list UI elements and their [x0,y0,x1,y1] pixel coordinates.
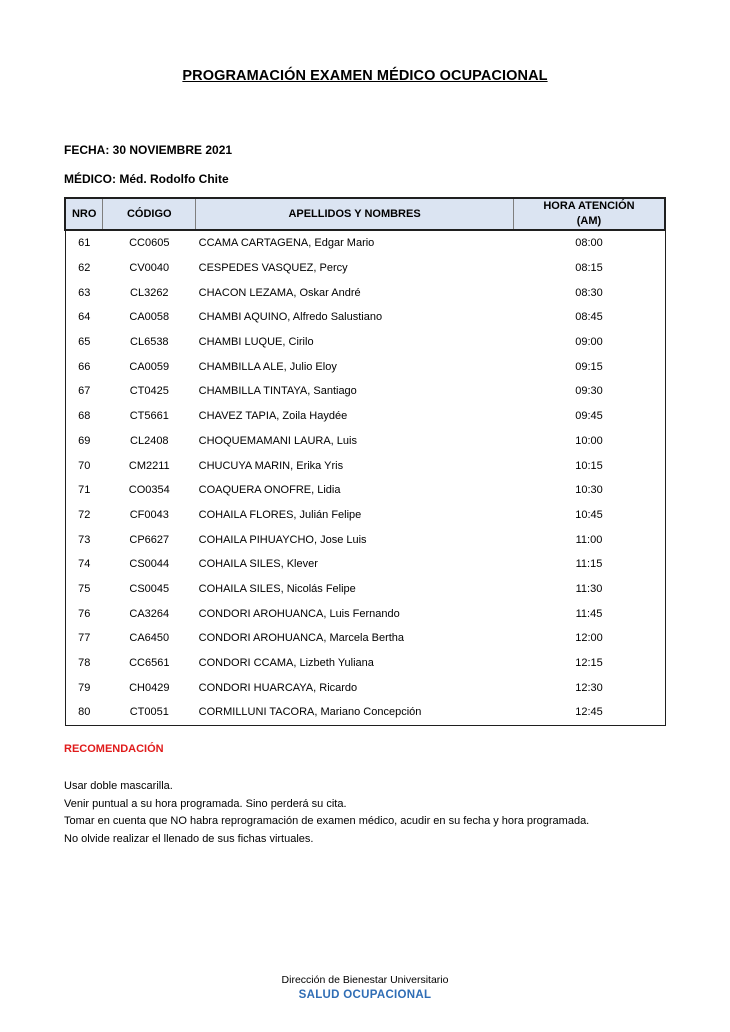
cell-nro: 69 [78,434,91,447]
cell-nombre: CHAMBI AQUINO, Alfredo Salustiano [198,311,383,324]
cell-hora: 12:30 [575,681,603,694]
cell-hora: 12:45 [575,706,603,719]
cell-codigo: CL6538 [130,336,169,349]
cell-codigo: CF0043 [129,508,169,521]
table-row [65,305,665,330]
cell-codigo: CT5661 [129,410,169,423]
cell-nombre: CHAVEZ TAPIA, Zoila Haydée [198,410,348,423]
cell-hora: 08:45 [575,311,603,324]
table-row [65,552,665,577]
cell-nro: 79 [78,681,91,694]
table-row [65,404,665,429]
cell-codigo: CA6450 [129,632,170,645]
table-row [65,230,665,256]
header-hora [513,198,665,230]
table-row [65,354,665,379]
cell-hora: 11:30 [575,582,603,595]
recommendation-item: Usar doble mascarilla. [64,780,173,792]
footer-salud-ocupacional: SALUD OCUPACIONAL [298,989,432,1001]
page-title-text: PROGRAMACIÓN EXAMEN MÉDICO OCUPACIONAL [182,68,548,84]
recommendation-item: Tomar en cuenta que NO habra reprogramación de examen médico, acudir en su fecha y hora programada. [64,815,590,827]
cell-nombre: CHAMBILLA ALE, Julio Eloy [198,360,337,373]
cell-codigo: CA0059 [129,360,170,373]
cell-nro: 61 [78,237,91,250]
table-row [65,280,665,305]
cell-hora: 09:15 [575,360,603,373]
recommendation-list [64,778,589,848]
cell-nro: 75 [78,582,91,595]
cell-hora: 11:00 [575,533,603,546]
cell-nro: 65 [78,336,91,349]
schedule-table [64,197,666,726]
table-row [65,429,665,454]
table-row [65,626,665,651]
cell-nombre: CESPEDES VASQUEZ, Percy [198,262,348,275]
cell-hora: 09:00 [575,336,603,349]
recommendation-title: RECOMENDACIÓN [64,743,164,755]
table-row [65,601,665,626]
cell-nombre: COHAILA SILES, Nicolás Felipe [198,582,356,595]
table-row [65,503,665,528]
cell-codigo: CA0058 [129,311,170,324]
cell-nombre: CONDORI AROHUANCA, Marcela Bertha [198,632,405,645]
cell-codigo: CV0040 [129,262,170,275]
cell-codigo: CC0605 [129,237,170,250]
table-row [65,577,665,602]
cell-codigo: CS0044 [129,558,170,571]
cell-nombre: COHAILA PIHUAYCHO, Jose Luis [198,533,367,546]
cell-nro: 66 [78,360,91,373]
cell-hora: 11:45 [575,607,603,620]
cell-hora: 10:00 [575,434,603,447]
cell-hora: 09:30 [575,385,603,398]
table-row [65,453,665,478]
cell-codigo: CL2408 [130,434,169,447]
cell-nombre: CORMILLUNI TACORA, Mariano Concepción [198,706,422,719]
cell-nro: 80 [78,706,91,719]
cell-nombre: COHAILA SILES, Klever [198,558,318,571]
cell-hora: 08:30 [575,286,603,299]
cell-hora: 10:30 [575,484,603,497]
cell-nombre: COHAILA FLORES, Julián Felipe [198,508,362,521]
table-row [65,379,665,404]
table-row [65,527,665,552]
cell-nombre: CHACON LEZAMA, Oskar André [198,286,361,299]
header-hora-line1: HORA ATENCIÓN [543,200,635,212]
cell-hora: 10:45 [575,508,603,521]
cell-nombre: CCAMA CARTAGENA, Edgar Mario [198,237,375,250]
cell-nro: 73 [78,533,91,546]
cell-hora: 12:00 [575,632,603,645]
recommendation-item: No olvide realizar el llenado de sus fichas virtuales. [64,832,314,845]
header-nombres: APELLIDOS Y NOMBRES [196,198,514,230]
cell-nro: 63 [78,286,91,299]
cell-nro: 70 [78,459,91,472]
cell-nro: 68 [78,410,91,423]
table-header-row [65,198,665,230]
cell-nombre: CHUCUYA MARIN, Erika Yris [198,459,344,472]
recommendation-item: Venir puntual a su hora programada. Sino perderá su cita. [64,797,347,810]
cell-codigo: CO0354 [128,484,170,497]
cell-nro: 64 [78,311,91,324]
cell-nombre: CONDORI HUARCAYA, Ricardo [198,681,358,694]
cell-codigo: CT0051 [129,706,169,719]
cell-nro: 78 [78,657,91,670]
table-row [65,651,665,676]
table-row [65,675,665,700]
cell-nro: 72 [78,508,91,521]
footer-direccion: Dirección de Bienestar Universitario [281,974,449,986]
doctor-name: MÉDICO: Méd. Rodolfo Chite [64,172,229,186]
cell-nombre: CHOQUEMAMANI LAURA, Luis [198,434,357,447]
header-hora-line2: (AM) [576,215,602,227]
cell-hora: 12:15 [575,657,603,670]
cell-hora: 08:15 [575,262,603,275]
table-row [65,256,665,281]
header-codigo: CÓDIGO [103,198,196,230]
cell-nro: 74 [78,558,91,571]
cell-nro: 62 [78,262,91,275]
cell-codigo: CM2211 [128,459,170,472]
header-nro: NRO [65,198,103,230]
cell-codigo: CT0425 [129,385,169,398]
cell-nro: 71 [78,484,91,497]
cell-hora: 10:15 [575,459,603,472]
cell-nro: 76 [78,607,91,620]
cell-codigo: CS0045 [129,582,170,595]
cell-nombre: CHAMBILLA TINTAYA, Santiago [198,385,357,398]
cell-codigo: CH0429 [129,681,170,694]
cell-hora: 09:45 [575,410,603,423]
exam-date: FECHA: 30 NOVIEMBRE 2021 [64,143,233,157]
cell-nro: 77 [78,632,91,645]
table-row [65,700,665,725]
cell-nombre: CONDORI CCAMA, Lizbeth Yuliana [198,657,374,670]
footer [0,974,730,1001]
cell-codigo: CC6561 [129,657,170,670]
cell-nro: 67 [78,385,91,398]
cell-hora: 11:15 [575,558,603,571]
cell-codigo: CP6627 [129,533,170,546]
page-title [0,68,730,84]
cell-nombre: CHAMBI LUQUE, Cirilo [198,336,314,349]
cell-nombre: COAQUERA ONOFRE, Lidia [198,484,341,497]
cell-nombre: CONDORI AROHUANCA, Luis Fernando [198,607,400,620]
cell-hora: 08:00 [575,237,603,250]
cell-codigo: CA3264 [129,607,170,620]
cell-codigo: CL3262 [130,286,169,299]
table-row [65,478,665,503]
table-row [65,330,665,355]
